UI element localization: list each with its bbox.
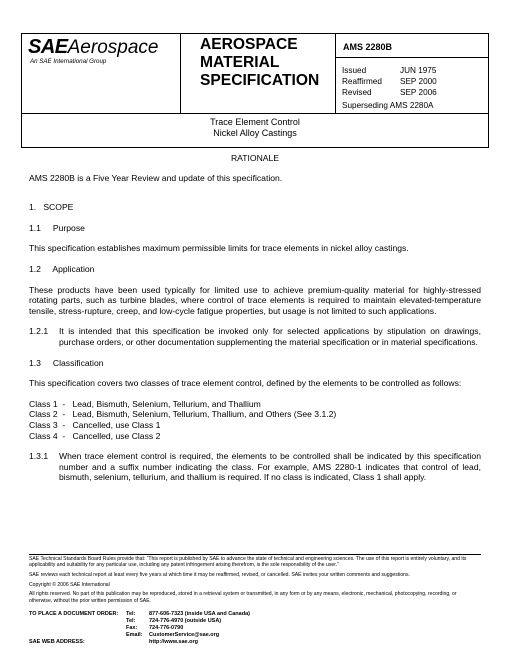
revision-dates [342, 65, 437, 98]
section-heading: 1. SCOPE [29, 202, 74, 213]
contact-label: Fax: [126, 625, 138, 631]
class-item: Class 1 - Lead, Bismuth, Selenium, Tellurium, and Thallium [29, 398, 261, 409]
document-title [200, 36, 319, 90]
contact-label: Tel: [126, 618, 136, 624]
ordering-info [29, 611, 250, 646]
paragraph: This specification covers two classes of trace element control, defined by the elements to be controlled as follows: [29, 378, 462, 389]
document-footer [29, 556, 481, 607]
rationale-text: AMS 2280B is a Five Year Review and update of this specification. [29, 172, 283, 183]
paragraph: These products have been used typically for limited use to achieve premium-quality material for highly-stressed rotating parts, such as turbine blades, where control of trace elements is required to maintain elevated-temperature tensile, stress-rupture, creep, and low-cycle fatigue properties, but usage is not limited to such applications. [29, 284, 481, 316]
date-row [342, 65, 437, 76]
paragraph-text: When trace element control is required, the elements to be controlled shall be indicated by this specification number and a suffix number indicating the class. For example, AMS 2280-1 indicates that control of lead, bismuth, selenium, tellurium, and thallium is required. If no class is indicated, Class 1 shall apply. [59, 451, 481, 483]
paragraph-text: It is intended that this specification be invoked only for selected applications by stipulation on drawings, purchase orders, or other documentation supplementing the material specification or in material specifications. [59, 326, 481, 347]
subsection-heading: 1.1 Purpose [29, 222, 85, 233]
web-label: SAE WEB ADDRESS: [29, 639, 85, 645]
paragraph-number: 1.3.1 [29, 451, 49, 462]
date-label: Issued [342, 66, 367, 75]
document-header [21, 33, 489, 114]
numbered-paragraph [29, 326, 481, 347]
document-subject [21, 114, 489, 148]
copyright-notice: Copyright © 2006 SAE International [29, 581, 110, 588]
class-item: Class 2 - Lead, Bismuth, Selenium, Tellurium, Thallium, and Others (See 3.1.2) [29, 409, 337, 420]
rationale-heading: RATIONALE [230, 153, 280, 163]
date-value: JUN 1975 [400, 66, 437, 75]
sae-aerospace-logo [28, 36, 188, 76]
date-label: Reaffirmed [342, 77, 382, 86]
standards-board-rules: SAE Technical Standards Board Rules provide that: “This report is published by SAE to advance the state of technical and engineering sciences. The use of this report is entirely voluntary, and its applicability and suitability for any particular use, including any patent infringement arising therefrom, is the sole responsibility of the user.” [29, 556, 467, 569]
fax-number: 724-776-0790 [149, 625, 184, 631]
title-line: SPECIFICATION [200, 72, 320, 89]
footer-divider [29, 554, 481, 555]
class-item: Class 4 - Cancelled, use Class 2 [29, 430, 161, 441]
paragraph: This specification establishes maximum permissible limits for trace elements in nickel alloy castings. [29, 243, 409, 254]
subsection-heading: 1.2 Application [29, 263, 95, 274]
website-link[interactable]: http://www.sae.org [149, 639, 198, 645]
order-label: TO PLACE A DOCUMENT ORDER: [29, 611, 119, 617]
logo-mark: SAE [28, 36, 68, 58]
date-value: SEP 2006 [400, 88, 437, 97]
subject-line: Nickel Alloy Castings [213, 128, 297, 138]
email-link[interactable]: CustomerService@sae.org [149, 632, 220, 638]
logo-word: Aerospace [67, 37, 159, 58]
date-row [342, 87, 437, 98]
phone-number[interactable]: 724-776-4970 (outside USA) [149, 618, 222, 624]
title-line: AEROSPACE [200, 36, 298, 53]
document-body [29, 150, 481, 483]
document-number: AMS 2280B [343, 42, 393, 52]
phone-number[interactable]: 877-606-7323 (inside USA and Canada) [149, 611, 250, 617]
paragraph-number: 1.2.1 [29, 326, 49, 337]
class-item: Class 3 - Cancelled, use Class 1 [29, 419, 161, 430]
date-label: Revised [342, 88, 372, 97]
superseding-note: Superseding AMS 2280A [342, 101, 434, 110]
subject-line: Trace Element Control [210, 117, 300, 127]
rights-notice: All rights reserved. No part of this publication may be reproduced, stored in a retrieval system or transmitted, in any form or by any means, electronic, mechanical, photocopying, recording, or otherwise, without the prior written permission of SAE. [29, 591, 457, 604]
subsection-heading: 1.3 Classification [29, 357, 104, 368]
review-note: SAE reviews each technical report at least every five years at which time it may be reaffirmed, revised, or cancelled. SAE invites your written comments and suggestions. [29, 572, 410, 578]
title-line: MATERIAL [200, 54, 280, 71]
numbered-paragraph [29, 451, 481, 483]
logo-tagline: An SAE International Group [30, 58, 107, 65]
header-divider [335, 34, 336, 113]
class-list [29, 399, 481, 441]
contact-label: Email: [126, 632, 143, 638]
date-row [342, 76, 437, 87]
date-value: SEP 2000 [400, 77, 437, 86]
contact-label: Tel: [126, 611, 136, 617]
doc-number-rule [335, 57, 488, 58]
